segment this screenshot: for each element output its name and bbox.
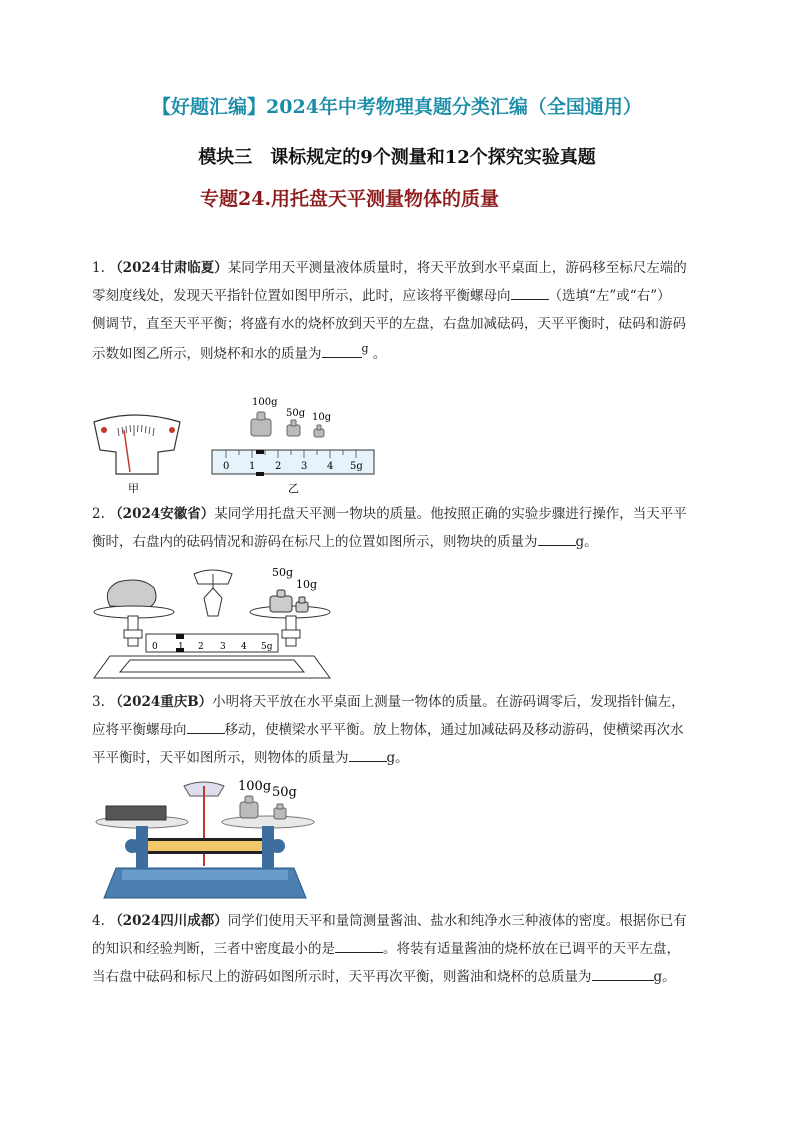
scale-tick-label: 2: [198, 642, 204, 652]
question-source: （2024四川成都）: [109, 913, 228, 929]
question-text: （选填“左”或“右”）: [548, 288, 671, 304]
weight-label: 100g: [252, 397, 278, 408]
weight-label: 100g: [238, 779, 272, 794]
document-title: 【好题汇编】2024年中考物理真题分类汇编（全国通用）: [152, 96, 642, 118]
question-number: 3.: [92, 694, 105, 710]
question-text: 平平衡时，天平如图所示，则物体的质量为: [92, 750, 349, 766]
question-source: （2024重庆B）: [109, 694, 213, 710]
scale-tick-label: 4: [241, 642, 247, 652]
question-3: [92, 688, 732, 772]
weight-label: 50g: [272, 785, 297, 800]
question-source: （2024安徽省）: [109, 506, 215, 522]
figure-1: [88, 392, 388, 496]
question-text: g。: [575, 534, 598, 550]
scale-tick-label: 5g: [261, 642, 273, 652]
question-number: 1.: [92, 260, 105, 276]
scale-tick-label: 4: [327, 461, 334, 472]
weight-label: 50g: [286, 408, 306, 419]
question-text: 同学们使用天平和量筒测量酱油、盐水和纯净水三种液体的密度。根据你已有: [227, 913, 687, 929]
weight-label: 10g: [312, 412, 332, 423]
figure-3-balance: [92, 774, 322, 902]
question-number: 4.: [92, 913, 105, 929]
question-text: 衡时，右盘内的砝码情况和游码在标尺上的位置如图所示，则物块的质量为: [92, 534, 538, 550]
module-title: 模块三 课标规定的9个测量和12个探究实验真题: [198, 147, 596, 168]
answer-blank[interactable]: [322, 343, 362, 358]
question-text: 零刻度线处，发现天平指针位置如图甲所示，此时，应该将平衡螺母向: [92, 288, 511, 304]
answer-blank[interactable]: [538, 531, 576, 546]
question-source: （2024甘肃临夏）: [109, 260, 228, 276]
question-2: [92, 500, 732, 556]
question-text: 示数如图乙所示，则烧杯和水的质量为: [92, 346, 322, 362]
question-text: 。: [372, 346, 387, 362]
question-number: 2.: [92, 506, 105, 522]
weight-label: 10g: [296, 578, 318, 591]
question-text: g。: [653, 969, 676, 985]
question-text: g。: [386, 750, 409, 766]
question-4: [92, 907, 732, 991]
figure-label-a: 甲: [128, 482, 139, 495]
weight-label: 50g: [272, 566, 294, 579]
unit-label: g: [361, 342, 369, 355]
scale-tick-label: 5g: [350, 461, 363, 472]
question-text: 某同学用天平测量液体质量时，将天平放到水平桌面上，游码移至标尺左端的: [227, 260, 687, 276]
scale-tick-label: 2: [275, 461, 282, 472]
question-text: 某同学用托盘天平测一物块的质量。他按照正确的实验步骤进行操作，当天平平: [214, 506, 687, 522]
question-text: 移动，使横梁水平平衡。放上物体，通过加减砝码及移动游码，使横梁再次水: [224, 722, 684, 738]
figure-label-b: 乙: [288, 482, 299, 495]
question-text: 小明将天平放在水平桌面上测量一物体的质量。在游码调零后，发现指针偏左，: [212, 694, 685, 710]
scale-tick-label: 3: [301, 461, 308, 472]
question-text: 侧调节，直至天平平衡；将盛有水的烧杯放到天平的左盘，右盘加减砝码，天平平衡时，砝码和游码: [92, 316, 686, 332]
scale-tick-label: 1: [249, 461, 256, 472]
answer-blank[interactable]: [511, 285, 549, 300]
topic-title: 专题24.用托盘天平测量物体的质量: [200, 188, 500, 210]
scale-tick-label: 1: [178, 642, 184, 652]
scale-tick-label: 0: [152, 642, 158, 652]
answer-blank[interactable]: [187, 719, 225, 734]
question-text: 。将装有适量酱油的烧杯放在已调平的天平左盘，: [383, 941, 680, 957]
question-text: 当右盘中砝码和标尺上的游码如图所示时，天平再次平衡，则酱油和烧杯的总质量为: [92, 969, 592, 985]
scale-tick-label: 3: [220, 642, 226, 652]
question-1: [92, 254, 732, 369]
figure-2-balance: [90, 560, 340, 684]
question-text: 应将平衡螺母向: [92, 722, 187, 738]
pointer-dial-figure: [94, 415, 180, 474]
answer-blank[interactable]: [592, 966, 654, 981]
answer-blank[interactable]: [349, 747, 387, 762]
scale-tick-label: 0: [223, 461, 230, 472]
question-text: 的知识和经验判断，三者中密度最小的是: [92, 941, 335, 957]
answer-blank[interactable]: [335, 938, 383, 953]
